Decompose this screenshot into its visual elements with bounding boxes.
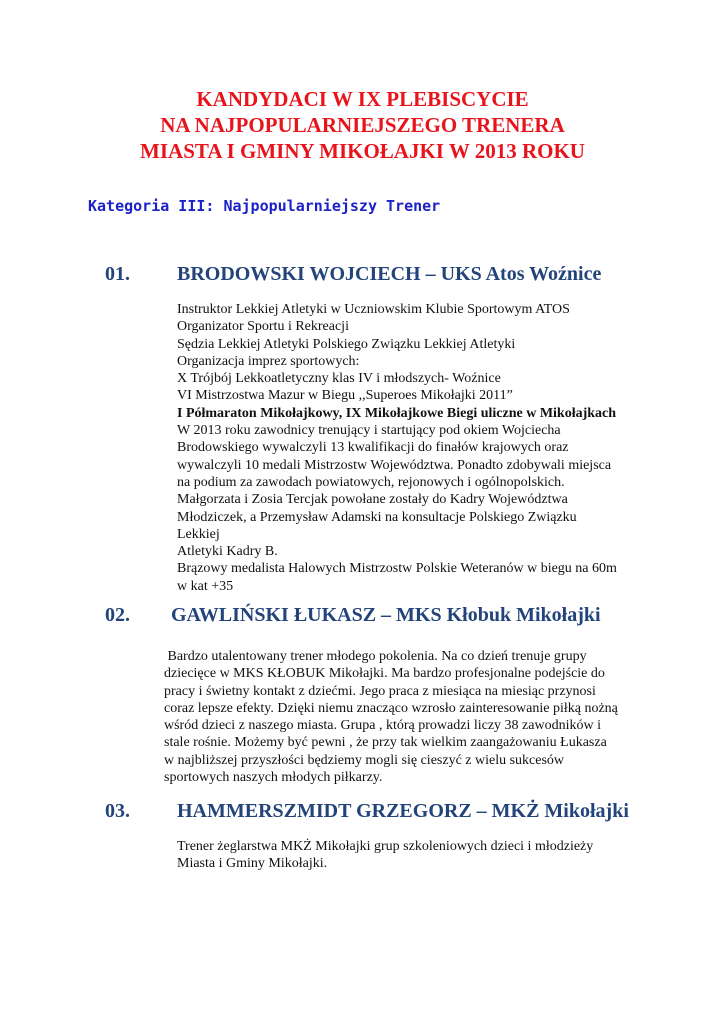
document-title [0, 86, 725, 164]
entry-name: HAMMERSZMIDT GRZEGORZ – MKŻ Mikołajki [177, 800, 629, 822]
body-line: Sędzia Lekkiej Atletyki Polskiego Związku Lekkiej Atletyki [177, 336, 516, 352]
entry-heading-02 [105, 603, 601, 627]
entry-name: BRODOWSKI WOJCIECH – UKS Atos Woźnice [177, 263, 602, 285]
title-line-1: KANDYDACI W IX PLEBISCYCIE [196, 87, 529, 111]
entry-number: 02. [105, 604, 130, 626]
entry-body-03 [177, 838, 652, 873]
body-line: Bardzo utalentowany trener młodego pokolenia. Na co dzień trenuje grupy [164, 649, 587, 664]
body-line: pracy i świetny kontakt z dziećmi. Jego praca z miesiąca na miesiąc przynosi [164, 683, 596, 699]
body-line: X Trójbój Lekkoatletyczny klas IV i młodszych- Woźnice [177, 371, 501, 387]
body-line: Brązowy medalista Halowych Mistrzostw Polskie Weteranów w biegu na 60m [177, 561, 617, 577]
title-line-2: NA NAJPOPULARNIEJSZEGO TRENERA [160, 113, 565, 137]
body-line: wśród dzieci z naszego miasta. Grupa , którą prowadzi liczy 38 zawodników i [164, 718, 601, 734]
body-line: stale rośnie. Możemy być pewni , że przy tak wielkim zaangażowaniu Łukasza [164, 735, 607, 751]
entry-number: 01. [105, 263, 130, 285]
entry-heading-03 [105, 799, 629, 823]
body-line: VI Mistrzostwa Mazur w Biegu ,,Superoes Mikołajki 2011” [177, 388, 513, 404]
body-line: Atletyki Kadry B. [177, 544, 278, 560]
body-line: Organizacja imprez sportowych: [177, 353, 360, 369]
body-line: Trener żeglarstwa MKŻ Mikołajki grup szkoleniowych dzieci i młodzieży [177, 839, 594, 854]
entry-number: 03. [105, 800, 130, 822]
body-line: w najbliższej przyszłości będziemy mogli się cieszyć z wielu sukcesów [164, 752, 565, 768]
title-line-3: MIASTA I GMINY MIKOŁAJKI W 2013 ROKU [140, 139, 585, 163]
body-line: na podium za zawodach powiatowych, rejonowych i ogólnopolskich. [177, 474, 565, 490]
entry-name: GAWLIŃSKI ŁUKASZ – MKS Kłobuk Mikołajki [171, 604, 601, 626]
body-line: Lekkiej [177, 526, 220, 542]
body-line: Miasta i Gminy Mikołajki. [177, 856, 328, 872]
body-line: Brodowskiego wywalczyli 13 kwalifikacji do finałów krajowych oraz [177, 440, 569, 456]
body-line: sportowych naszych młodych piłkarzy. [164, 770, 383, 786]
body-line: Organizator Sportu i Rekreacji [177, 319, 349, 335]
body-line: Małgorzata i Zosia Tercjak powołane zostały do Kadry Województwa [177, 492, 568, 508]
category-heading: Kategoria III: Najpopularniejszy Trener [88, 197, 441, 215]
entry-body-02 [164, 648, 654, 786]
body-line: wywalczyli 10 medali Mistrzostw Województwa. Ponadto zdobywali miejsca [177, 457, 612, 473]
body-line: Młodziczek, a Przemysław Adamski na konsultacje Polskiego Związku [177, 509, 577, 525]
entry-heading-01 [105, 262, 601, 286]
body-line: coraz lepsze efekty. Dzięki niemu znacząco wzrosło zainteresowanie piłką nożną [164, 700, 618, 716]
body-line: Instruktor Lekkiej Atletyki w Uczniowskim Klubie Sportowym ATOS [177, 302, 570, 317]
body-line-bold: I Półmaraton Mikołajkowy, IX Mikołajkowe Biegi uliczne w Mikołajkach [177, 405, 617, 421]
body-line: dziecięce w MKS KŁOBUK Mikołajki. Ma bardzo profesjonalne podejście do [164, 666, 605, 682]
body-line: W 2013 roku zawodnicy trenujący i startujący pod okiem Wojciecha [177, 423, 561, 439]
body-line: w kat +35 [177, 578, 234, 594]
entry-body-01 [177, 301, 652, 595]
